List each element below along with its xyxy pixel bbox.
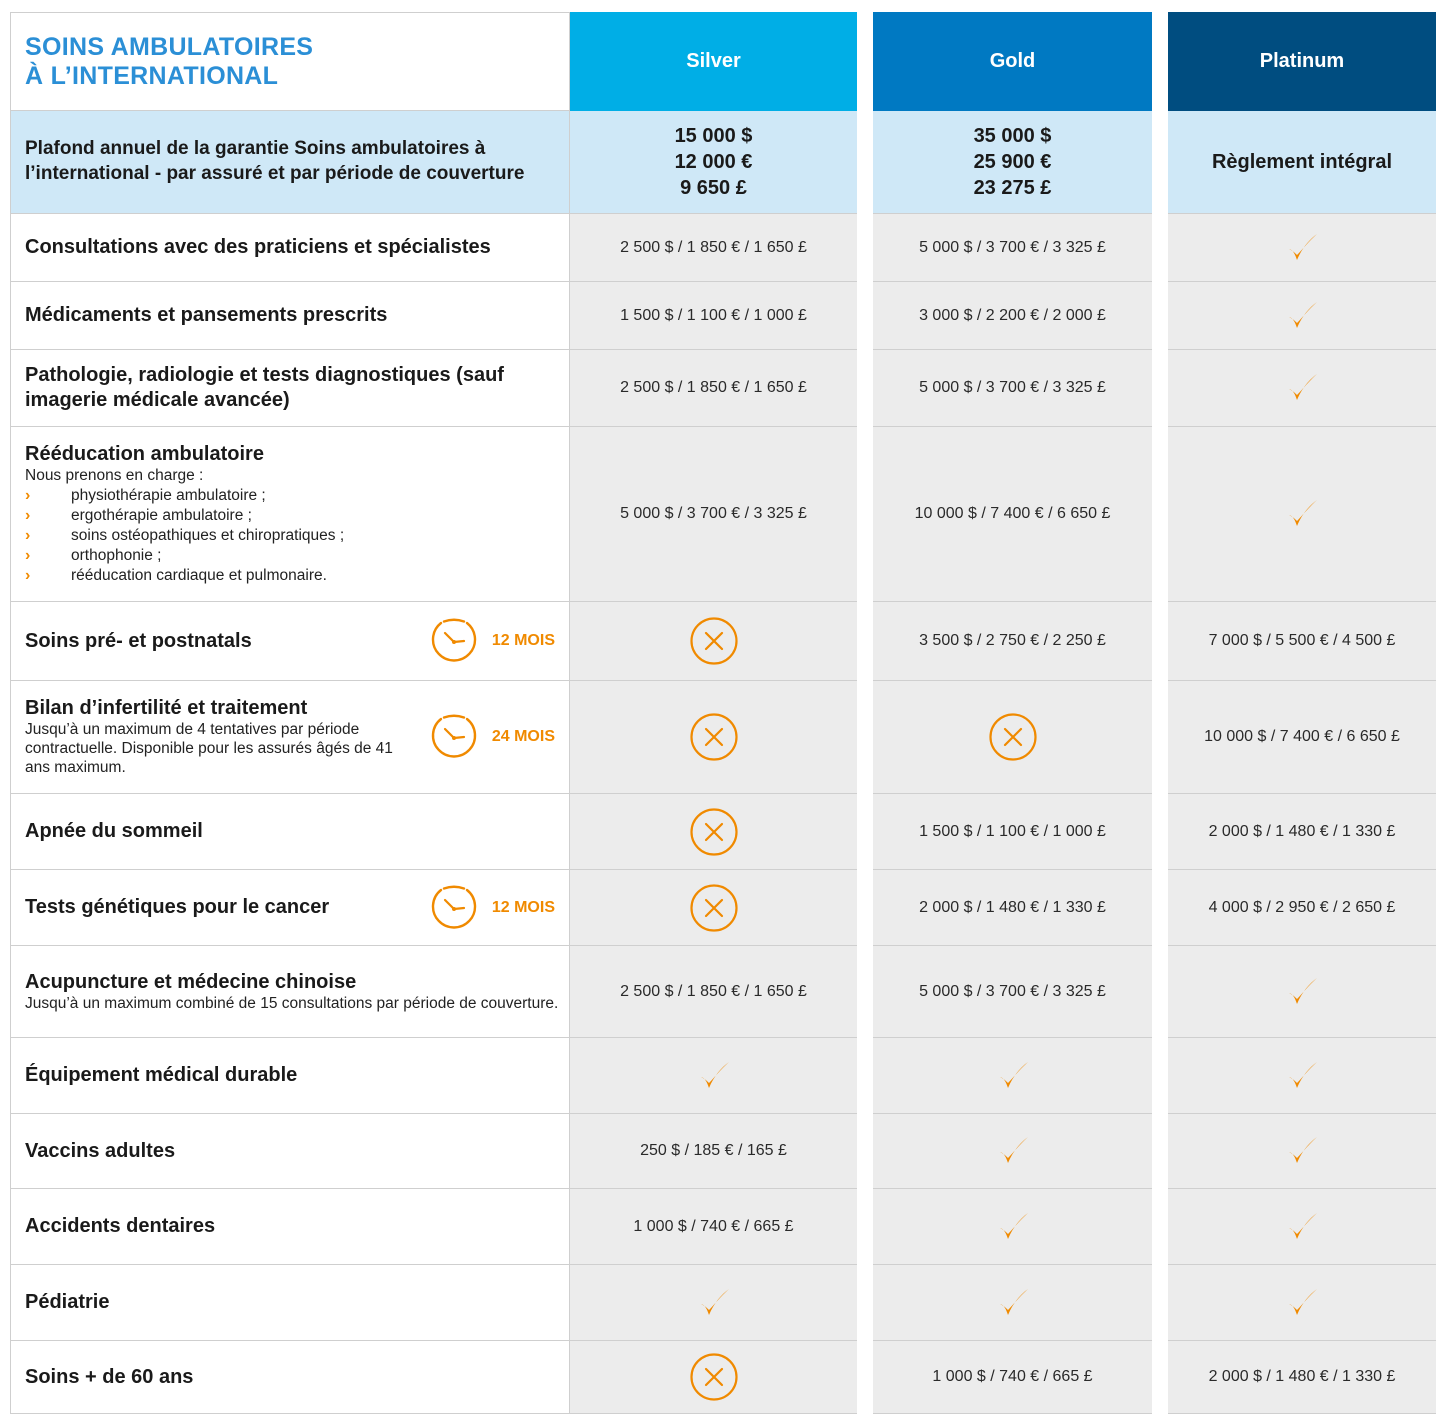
column-gap: [1152, 1189, 1168, 1265]
cross-circle-icon: [689, 712, 739, 762]
cell-value: 1 500 $ / 1 100 € / 1 000 £: [620, 306, 807, 324]
chevron-right-icon: ›: [25, 547, 31, 565]
check-icon: [1284, 1133, 1320, 1169]
coverage-table: [10, 12, 1436, 1414]
cell-value: 2 000 $ / 1 480 € / 1 330 £: [919, 898, 1106, 916]
column-gap: [1152, 602, 1168, 681]
column-gap: [857, 12, 873, 111]
benefit-value-silver: [570, 1189, 857, 1265]
annual-ceiling-label: [10, 111, 570, 214]
column-gap: [857, 870, 873, 946]
benefit-title: Tests génétiques pour le cancer: [25, 896, 330, 918]
benefit-bullet-text: physiothérapie ambulatoire ;: [71, 486, 266, 504]
benefit-label-row: [25, 885, 559, 931]
cell-value: 2 000 $ / 1 480 € / 1 330 £: [1208, 1368, 1396, 1386]
benefit-label: [10, 1038, 570, 1114]
check-icon: [1284, 496, 1320, 532]
benefit-value-gold: [873, 1341, 1152, 1414]
check-icon: [995, 1209, 1031, 1245]
benefit-value-platinum: [1168, 282, 1436, 350]
benefit-bullet-list: [25, 486, 559, 587]
benefit-value-gold: [873, 350, 1152, 427]
benefit-title: Vaccins adultes: [25, 1139, 176, 1162]
cross-circle-icon: [988, 712, 1038, 762]
benefit-title: Bilan d’infertilité et traitement: [25, 697, 308, 720]
cell-value: 3 500 $ / 2 750 € / 2 250 £: [919, 632, 1106, 650]
annual-ceiling-gold: [873, 111, 1152, 214]
column-gap: [857, 1341, 873, 1414]
waiting-period: [428, 618, 555, 664]
benefit-label: [10, 214, 570, 282]
benefit-value-silver: [570, 870, 857, 946]
benefit-label: [10, 794, 570, 870]
column-gap: [1152, 427, 1168, 602]
benefit-bullet-text: soins ostéopathiques et chiropratiques ;: [71, 526, 345, 544]
cell-value: 5 000 $ / 3 700 € / 3 325 £: [620, 505, 807, 523]
benefit-title: Équipement médical durable: [25, 1064, 298, 1086]
waiting-period-label: 12 MOIS: [491, 632, 555, 649]
check-icon: [995, 1285, 1031, 1321]
benefit-bullet-item: [25, 526, 559, 546]
benefit-title: Pathologie, radiologie et tests diagnostiques (sauf imagerie médicale avancée): [25, 364, 504, 411]
benefit-description: Jusqu’à un maximum combiné de 15 consultations par période de couverture.: [25, 994, 559, 1012]
ceiling-amount: 25 900 €: [973, 151, 1052, 173]
check-icon: [1284, 298, 1320, 334]
ceiling-amount: 23 275 £: [973, 177, 1052, 199]
benefit-bullet-item: [25, 546, 559, 566]
column-gap: [1152, 282, 1168, 350]
benefit-title: Acupuncture et médecine chinoise: [25, 970, 357, 993]
benefit-value-platinum: [1168, 1189, 1436, 1265]
table-title-line-1: SOINS AMBULATOIRES: [25, 32, 314, 61]
column-gap: [857, 602, 873, 681]
benefit-label: [10, 946, 570, 1038]
annual-ceiling-text: Plafond annuel de la garantie Soins ambulatoires à l’international - par assuré et par période de couverture: [25, 138, 525, 184]
plan-header-gold: Gold: [873, 12, 1152, 111]
column-gap: [1152, 794, 1168, 870]
cell-value: 1 000 $ / 740 € / 665 £: [633, 1217, 794, 1235]
benefit-bullet-item: [25, 506, 559, 526]
benefit-label: [10, 681, 570, 794]
benefit-value-silver: [570, 1114, 857, 1189]
cell-value: 5 000 $ / 3 700 € / 3 325 £: [919, 238, 1106, 256]
column-gap: [1152, 946, 1168, 1038]
benefit-value-silver: [570, 214, 857, 282]
check-icon: [995, 1058, 1031, 1094]
column-gap: [1152, 1265, 1168, 1341]
check-icon: [995, 1133, 1031, 1169]
benefit-bullet-item: [25, 566, 559, 586]
benefit-bullet-text: rééducation cardiaque et pulmonaire.: [71, 567, 327, 585]
benefit-title: Médicaments et pansements prescrits: [25, 304, 388, 326]
cell-value: 5 000 $ / 3 700 € / 3 325 £: [919, 982, 1106, 1000]
benefit-value-gold: [873, 1265, 1152, 1341]
chevron-right-icon: ›: [25, 486, 31, 504]
ceiling-amount: 12 000 €: [674, 151, 753, 173]
check-icon: [1284, 1285, 1320, 1321]
benefit-label: [10, 1265, 570, 1341]
benefit-title: Apnée du sommeil: [25, 820, 203, 842]
benefit-value-platinum: [1168, 1038, 1436, 1114]
benefit-value-silver: [570, 681, 857, 794]
benefit-label-row: [25, 696, 559, 778]
benefit-value-gold: [873, 427, 1152, 602]
benefit-title: Soins pré- et postnatals: [25, 629, 252, 652]
cell-value: 10 000 $ / 7 400 € / 6 650 £: [914, 505, 1111, 523]
benefit-value-silver: [570, 1265, 857, 1341]
ceiling-amount: 9 650 £: [680, 177, 747, 199]
waiting-period-label: 24 MOIS: [491, 728, 555, 745]
column-gap: [857, 111, 873, 214]
clock-icon: [428, 618, 480, 664]
column-gap: [1152, 111, 1168, 214]
check-icon: [696, 1058, 732, 1094]
benefit-value-silver: [570, 1341, 857, 1414]
benefit-value-gold: [873, 1038, 1152, 1114]
benefit-bullet-text: ergothérapie ambulatoire ;: [71, 506, 252, 524]
check-icon: [1284, 370, 1320, 406]
benefit-value-gold: [873, 282, 1152, 350]
cell-value: 4 000 $ / 2 950 € / 2 650 £: [1208, 898, 1396, 916]
benefit-label-text: [25, 629, 428, 654]
benefit-value-platinum: [1168, 427, 1436, 602]
waiting-period: [428, 885, 555, 931]
column-gap: [1152, 1114, 1168, 1189]
cell-value: 5 000 $ / 3 700 € / 3 325 £: [919, 379, 1106, 397]
benefit-bullet-item: [25, 486, 559, 506]
column-gap: [1152, 870, 1168, 946]
benefit-title: Accidents dentaires: [25, 1215, 216, 1237]
benefit-value-silver: [570, 1038, 857, 1114]
clock-icon: [428, 714, 480, 760]
benefit-value-platinum: [1168, 946, 1436, 1038]
benefit-value-silver: [570, 946, 857, 1038]
benefit-label: [10, 1189, 570, 1265]
column-gap: [857, 1265, 873, 1341]
waiting-period: [428, 714, 555, 760]
column-gap: [1152, 681, 1168, 794]
check-icon: [1284, 230, 1320, 266]
benefit-value-gold: [873, 602, 1152, 681]
benefit-intro: Nous prenons en charge :: [25, 466, 204, 484]
column-gap: [1152, 1038, 1168, 1114]
benefit-value-platinum: [1168, 1114, 1436, 1189]
benefit-value-platinum: [1168, 870, 1436, 946]
benefit-value-platinum: [1168, 350, 1436, 427]
benefit-bullet-text: orthophonie ;: [71, 547, 162, 565]
column-gap: [1152, 214, 1168, 282]
column-gap: [857, 1038, 873, 1114]
benefit-value-gold: [873, 214, 1152, 282]
benefit-value-gold: [873, 1114, 1152, 1189]
check-icon: [696, 1285, 732, 1321]
cell-value: 2 000 $ / 1 480 € / 1 330 £: [1208, 822, 1396, 840]
annual-ceiling-silver: [570, 111, 857, 214]
waiting-period-label: 12 MOIS: [491, 898, 555, 916]
check-icon: [1284, 974, 1320, 1010]
benefit-value-platinum: [1168, 1265, 1436, 1341]
cross-circle-icon: [689, 616, 739, 666]
benefit-value-silver: [570, 794, 857, 870]
cell-value: 1 000 $ / 740 € / 665 £: [932, 1368, 1093, 1386]
benefit-title: Rééducation ambulatoire: [25, 442, 264, 465]
chevron-right-icon: ›: [25, 526, 31, 544]
cross-circle-icon: [689, 807, 739, 857]
benefit-label: [10, 427, 570, 602]
benefit-value-gold: [873, 1189, 1152, 1265]
benefit-label: [10, 870, 570, 946]
benefit-title: Pédiatrie: [25, 1291, 110, 1313]
benefit-value-silver: [570, 427, 857, 602]
table-title: [10, 12, 570, 111]
benefit-value-silver: [570, 282, 857, 350]
benefit-description: Jusqu’à un maximum de 4 tentatives par période contractuelle. Disponible pour les assurés âgés de 41 ans maximum.: [25, 721, 393, 776]
benefit-label: [10, 282, 570, 350]
column-gap: [857, 282, 873, 350]
benefit-value-silver: [570, 350, 857, 427]
benefit-label: [10, 602, 570, 681]
benefit-value-gold: [873, 681, 1152, 794]
cell-value: 2 500 $ / 1 850 € / 1 650 £: [620, 238, 807, 256]
column-gap: [1152, 1341, 1168, 1414]
column-gap: [1152, 12, 1168, 111]
benefit-value-gold: [873, 946, 1152, 1038]
column-gap: [857, 1189, 873, 1265]
benefit-value-gold: [873, 870, 1152, 946]
column-gap: [857, 946, 873, 1038]
chevron-right-icon: ›: [25, 567, 31, 585]
chevron-right-icon: ›: [25, 506, 31, 524]
benefit-value-gold: [873, 794, 1152, 870]
benefit-value-platinum: [1168, 602, 1436, 681]
benefit-label-row: [25, 618, 559, 664]
benefit-value-platinum: [1168, 681, 1436, 794]
benefit-value-platinum: [1168, 794, 1436, 870]
benefit-value-platinum: [1168, 214, 1436, 282]
cell-value: 250 $ / 185 € / 165 £: [640, 1142, 787, 1160]
plan-header-silver: Silver: [570, 12, 857, 111]
ceiling-amount: 15 000 $: [674, 125, 753, 147]
cell-value: 3 000 $ / 2 200 € / 2 000 £: [919, 306, 1106, 324]
benefit-value-platinum: [1168, 1341, 1436, 1414]
ceiling-amount: 35 000 $: [973, 125, 1052, 147]
cell-value: 7 000 $ / 5 500 € / 4 500 £: [1208, 632, 1396, 650]
cross-circle-icon: [689, 1352, 739, 1402]
clock-icon: [428, 885, 480, 931]
annual-ceiling-platinum: Règlement intégral: [1168, 111, 1436, 214]
benefit-title: Consultations avec des praticiens et spécialistes: [25, 236, 491, 258]
column-gap: [1152, 350, 1168, 427]
cell-value: 10 000 $ / 7 400 € / 6 650 £: [1204, 728, 1400, 746]
cross-circle-icon: [689, 883, 739, 933]
column-gap: [857, 214, 873, 282]
column-gap: [857, 350, 873, 427]
cell-value: 1 500 $ / 1 100 € / 1 000 £: [919, 822, 1106, 840]
benefit-label-text: [25, 895, 428, 920]
benefit-label: [10, 350, 570, 427]
table-title-line-2: À L’INTERNATIONAL: [25, 61, 279, 90]
cell-value: 2 500 $ / 1 850 € / 1 650 £: [620, 379, 807, 397]
cell-value: 2 500 $ / 1 850 € / 1 650 £: [620, 982, 807, 1000]
benefit-label: [10, 1114, 570, 1189]
column-gap: [857, 427, 873, 602]
column-gap: [857, 681, 873, 794]
column-gap: [857, 1114, 873, 1189]
benefit-label-text: [25, 696, 428, 778]
benefit-label: [10, 1341, 570, 1414]
column-gap: [857, 794, 873, 870]
plan-header-platinum: Platinum: [1168, 12, 1436, 111]
benefit-value-silver: [570, 602, 857, 681]
check-icon: [1284, 1058, 1320, 1094]
check-icon: [1284, 1209, 1320, 1245]
benefit-title: Soins + de 60 ans: [25, 1365, 194, 1388]
